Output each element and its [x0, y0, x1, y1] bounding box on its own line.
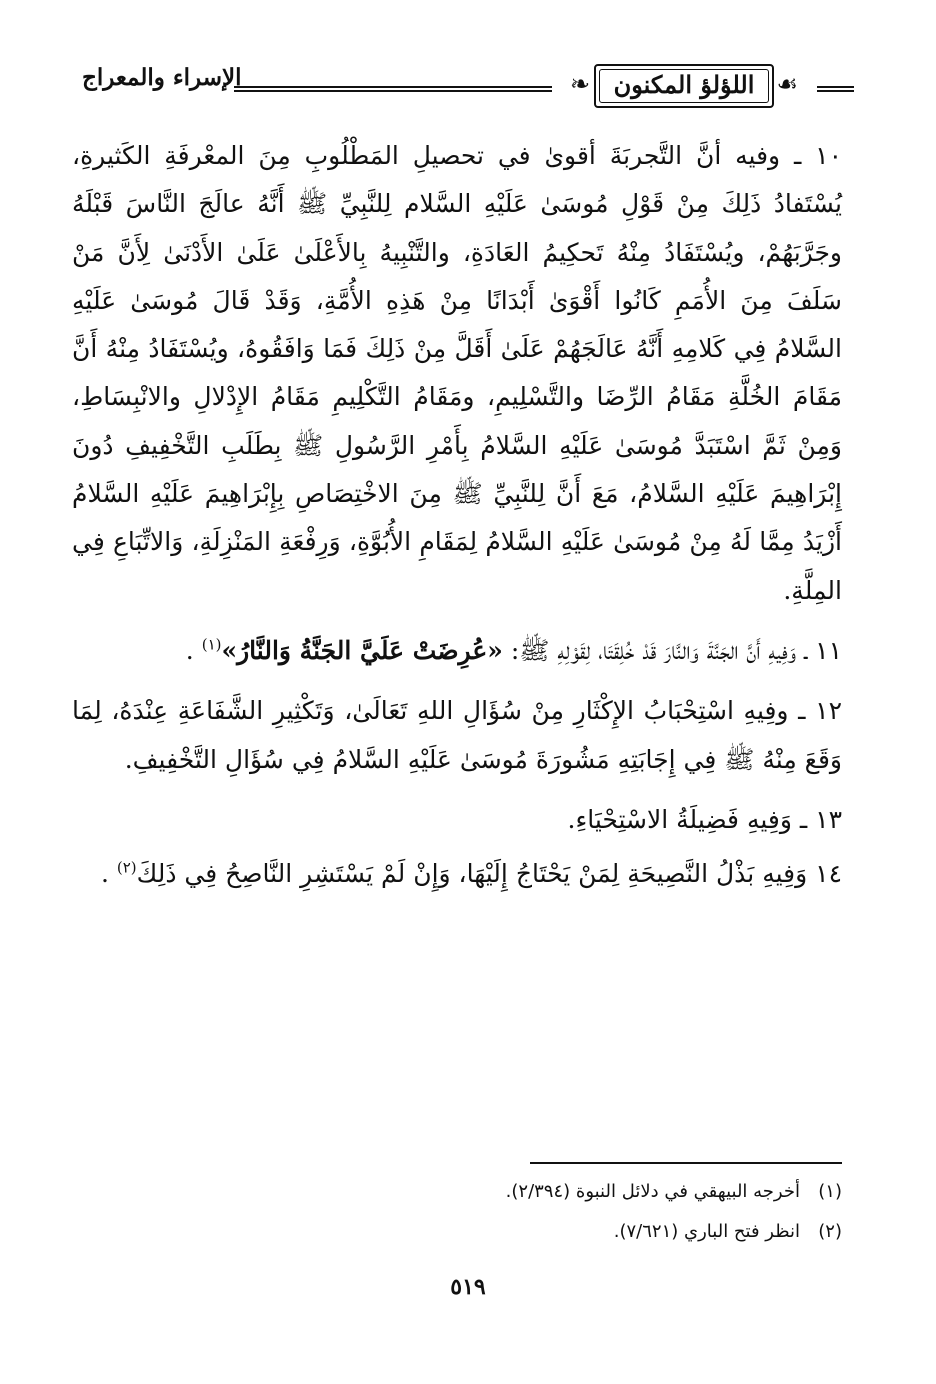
paragraph-11	[72, 627, 842, 675]
book-title: اللؤلؤ المكنون	[613, 70, 755, 99]
hadith-quote: «عُرِضَتْ عَلَيَّ الجَنَّةُ وَالنَّارُ»	[221, 635, 503, 665]
paragraph-12: ١٢ ـ وفِيهِ اسْتِحْبَابُ الإِكْثَارِ مِنْ سُؤَالِ اللهِ تَعَالَىٰ، وَتَكْثِيرِ الشَّفَاعَةِ عِنْدَهُ، لِمَا وَقَعَ مِنْهُ ﷺ فِي إِجَابَتِهِ مَشُورَةَ مُوسَىٰ عَلَيْهِ السَّلامُ فِي سُؤَالِ التَّخْفِيفِ.	[72, 696, 842, 774]
footnote-text: انظر فتح الباري (٧/٦٢١).	[613, 1221, 800, 1242]
footnote-ref-2[interactable]: (٢)	[116, 858, 137, 877]
paragraph-10: ١٠ ـ وفيه أنَّ التَّجربَةَ أقوىٰ في تحصيلِ المَطْلُوبِ مِنَ المعْرفَةِ الكَثيرةِ، يُسْتَفادُ ذَلِكَ مِنْ قَوْلِ مُوسَىٰ عَلَيْهِ السَّلام لِلنَّبِيِّ ﷺ أَنَّهُ عالَجَ النَّاسَ قَبْلَهُ وجَرَّبَهُمْ، ويُسْتَفَادُ مِنْهُ تَحكِيمُ العَادَةِ، والتَّنْبِيهُ بِالأَعْلَىٰ عَلَىٰ الأَدْنَىٰ لِأَنَّ مَنْ سَلَفَ مِنَ الأُمَمِ كَانُوا أَقْوَىٰ أَبْدَانًا مِنْ هَذِهِ الأُمَّةِ، وَقَدْ قَالَ مُوسَىٰ عَلَيْهِ السَّلامُ فِي كَلامِهِ أَنَّهُ عَالَجَهُمْ عَلَىٰ أَقَلَّ مِنْ ذَلِكَ فَمَا وَافَقُوهُ، ويُسْتَفَادُ مِنْهُ أَنَّ مَقَامَ الخُلَّةِ مَقَامُ الرِّضَا والتَّسْلِيمِ، ومَقَامُ التَّكْلِيمِ مَقَامُ الإِدْلالِ والانْبِسَاطِ، وَمِنْ ثَمَّ اسْتَبَدَّ مُوسَىٰ عَلَيْهِ السَّلامُ بِأَمْرِ الرَّسُولِ ﷺ بِطَلَبِ التَّخْفِيفِ دُونَ إِبْرَاهِيمَ عَلَيْهِ السَّلامُ، مَعَ أَنَّ لِلنَّبِيِّ ﷺ مِنَ الاخْتِصَاصِ بِإِبْرَاهِيمَ عَلَيْهِ السَّلامُ أَزْيَدُ مِمَّا لَهُ مِنْ مُوسَىٰ عَلَيْهِ السَّلامُ لِمَقَامِ الأُبُوَّةِ، وَرِفْعَةِ المَنْزِلَةِ، وَالاتِّبَاعِ فِي المِلَّةِ.	[72, 141, 842, 605]
paragraph-13: ١٣ ـ وَفِيهِ فَضِيلَةُ الاسْتِحْيَاءِ.	[567, 804, 842, 834]
paragraph-11-end: .	[185, 635, 202, 665]
floral-ornament-icon: ❧	[570, 70, 591, 98]
title-ornament-frame	[568, 60, 800, 112]
footnote-ref-1[interactable]: (١)	[201, 635, 222, 654]
body-text	[72, 132, 842, 910]
footnote-text: أخرجه البيهقي في دلائل النبوة (٢/٣٩٤).	[505, 1181, 800, 1202]
paragraph-14	[72, 850, 842, 898]
paragraph-11-text: ١١ ـ وَفِيهِ أَنَّ الجَنَّةَ وَالنَّارَ قَدْ خُلِقَتَا، لِقَوْلِهِ ﷺ:	[502, 635, 842, 665]
paragraph-14-text: ١٤ وَفِيهِ بَذْلُ النَّصِيحَةِ لِمَنْ يَحْتَاجُ إِلَيْهَا، وَإِنْ لَمْ يَسْتَشِرِ النَّاصِحُ فِي ذَلِكَ	[136, 859, 842, 889]
footnote-number: (١)	[818, 1181, 842, 1202]
paragraph-14-end: .	[100, 859, 117, 889]
footnote-1	[200, 1172, 842, 1212]
header-rule-right	[817, 86, 854, 92]
footnote-separator	[530, 1162, 842, 1164]
section-title: الإسراء والمعراج	[82, 64, 242, 91]
header-rule-left	[234, 86, 552, 92]
footnotes	[200, 1172, 842, 1252]
footnote-number: (٢)	[818, 1221, 842, 1242]
footnote-2	[200, 1212, 842, 1252]
page-header	[82, 60, 854, 120]
floral-ornament-icon: ☙	[776, 70, 798, 98]
page-number: ٥١٩	[450, 1274, 486, 1300]
